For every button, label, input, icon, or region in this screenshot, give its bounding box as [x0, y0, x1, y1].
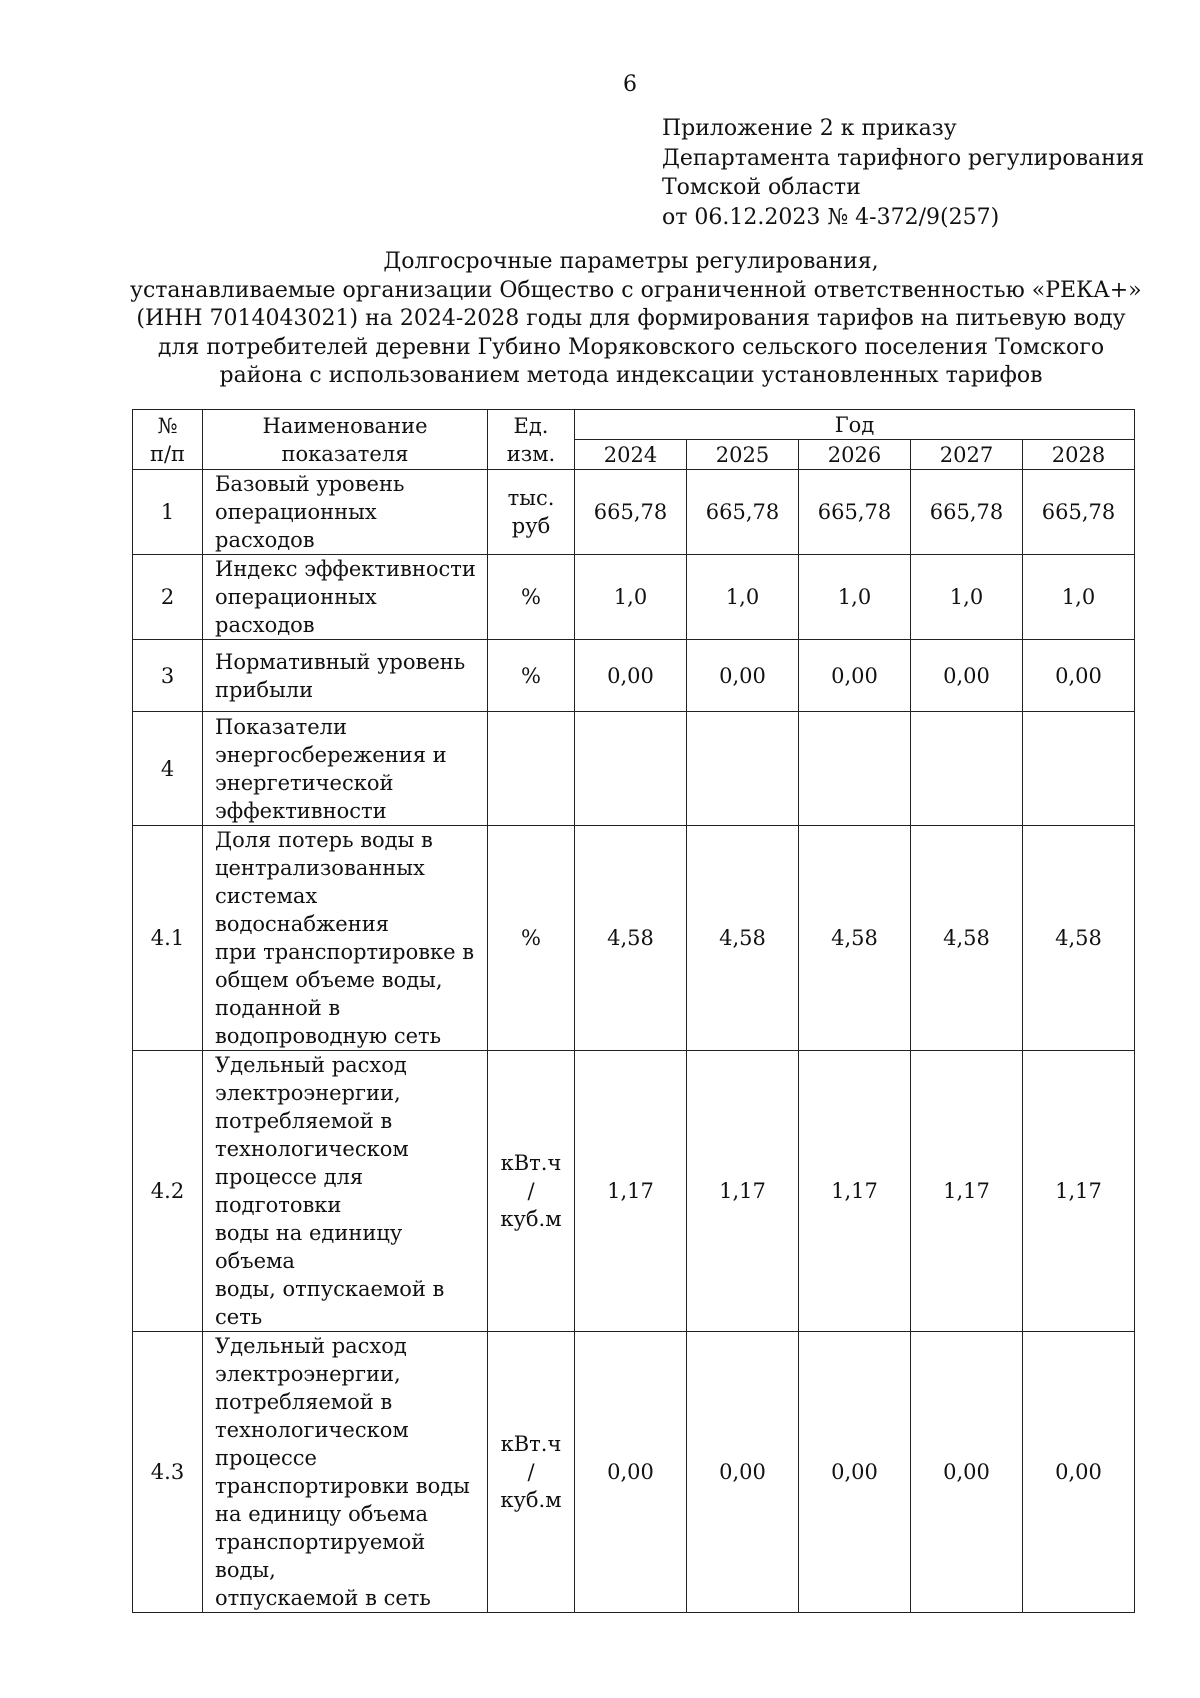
- header-year: 2028: [1023, 440, 1135, 470]
- row-name-line: электроэнергии,: [215, 1081, 401, 1105]
- row-name-line: процессе для подготовки: [215, 1165, 364, 1217]
- row-value-2028: 0,00: [1023, 1332, 1135, 1613]
- row-name-line: водопроводную сеть: [215, 1024, 442, 1048]
- row-value-2025: 0,00: [687, 640, 799, 712]
- appendix-line: Департамента тарифного регулирования: [662, 145, 1145, 171]
- title-line: (ИНН 7014043021) на 2024-2028 годы для формирования тарифов на питьевую воду: [136, 306, 1126, 331]
- row-name-line: энергетической: [215, 770, 394, 795]
- row-unit-line: тыс.: [507, 486, 555, 510]
- header-num: [133, 410, 203, 470]
- header-year: 2025: [687, 440, 799, 470]
- row-name-line: Доля потерь воды в: [215, 828, 433, 852]
- row-name-line: электроэнергии,: [215, 1362, 401, 1386]
- row-value-2028: 665,78: [1023, 470, 1135, 555]
- row-name-line: технологическом: [215, 1418, 409, 1442]
- header-unit: [488, 410, 575, 470]
- header-name-line: показателя: [281, 441, 409, 466]
- row-value-2026: 1,17: [799, 1051, 911, 1332]
- table-row: [133, 1051, 1135, 1332]
- row-value-2027: 4,58: [911, 826, 1023, 1051]
- row-value-2024: 4,58: [575, 826, 687, 1051]
- row-value-2026: 1,0: [799, 555, 911, 640]
- row-unit-line: руб: [511, 514, 551, 538]
- header-unit-line: изм.: [506, 441, 556, 466]
- row-name: [203, 470, 488, 555]
- row-name: [203, 712, 488, 826]
- page-number: 6: [623, 72, 637, 97]
- row-value-2028: 4,58: [1023, 826, 1135, 1051]
- row-unit-line: %: [521, 926, 541, 950]
- row-name-line: процессе: [215, 1446, 317, 1470]
- row-name-line: при транспортировке в: [215, 940, 475, 964]
- row-name-line: централизованных: [215, 856, 425, 880]
- row-unit-line: %: [521, 663, 541, 688]
- row-value-2027: 0,00: [911, 640, 1023, 712]
- row-unit: [488, 1051, 575, 1332]
- header-year: 2026: [799, 440, 911, 470]
- row-name-line: Индекс эффективности: [215, 557, 476, 581]
- row-name-line: потребляемой в: [215, 1109, 393, 1133]
- row-name-line: Удельный расход: [215, 1053, 407, 1077]
- row-unit-line: кВт.ч: [500, 1432, 562, 1456]
- row-number: 2: [133, 555, 203, 640]
- title-line: района с использованием метода индексации установленных тарифов: [219, 363, 1043, 388]
- row-value-2025: 0,00: [687, 1332, 799, 1613]
- row-name: [203, 826, 488, 1051]
- row-value-2024: 0,00: [575, 640, 687, 712]
- row-unit: [488, 640, 575, 712]
- row-name-line: общем объеме воды,: [215, 968, 443, 992]
- row-value-2024: 0,00: [575, 1332, 687, 1613]
- row-value-2028: 1,0: [1023, 555, 1135, 640]
- row-value-2026: 0,00: [799, 1332, 911, 1613]
- header-year-group: Год: [575, 410, 1135, 440]
- row-value-2027: 665,78: [911, 470, 1023, 555]
- appendix-line: Приложение 2 к приказу: [662, 116, 957, 141]
- row-unit-line: /: [527, 1460, 535, 1484]
- row-value-2027: 0,00: [911, 1332, 1023, 1613]
- row-value-2024: 1,17: [575, 1051, 687, 1332]
- row-number: 4.2: [133, 1051, 203, 1332]
- row-value-2028: 0,00: [1023, 640, 1135, 712]
- document-title: [130, 248, 1142, 391]
- row-unit-line: куб.м: [500, 1207, 562, 1231]
- row-name: [203, 1332, 488, 1613]
- row-value-2028: 1,17: [1023, 1051, 1135, 1332]
- row-name-line: энергосбережения и: [215, 742, 447, 767]
- header-year: 2024: [575, 440, 687, 470]
- row-name-line: на единицу объема: [215, 1502, 429, 1526]
- row-value-2028: [1023, 712, 1135, 826]
- row-name-line: воды на единицу объема: [215, 1221, 403, 1273]
- row-unit-line: кВт.ч: [500, 1151, 562, 1175]
- row-value-2027: 1,17: [911, 1051, 1023, 1332]
- row-name: [203, 640, 488, 712]
- row-value-2027: [911, 712, 1023, 826]
- header-year: 2027: [911, 440, 1023, 470]
- row-name-line: сеть: [215, 1305, 263, 1329]
- row-name-line: технологическом: [215, 1137, 409, 1161]
- parameters-table: [132, 409, 1135, 1613]
- row-name-line: Базовый уровень: [215, 472, 405, 496]
- appendix-line: от 06.12.2023 № 4-372/9(257): [662, 204, 1000, 230]
- row-number: 4.1: [133, 826, 203, 1051]
- title-line: для потребителей деревни Губино Моряковского сельского поселения Томского: [157, 334, 1105, 360]
- row-value-2025: 665,78: [687, 470, 799, 555]
- row-unit: [488, 826, 575, 1051]
- row-value-2027: 1,0: [911, 555, 1023, 640]
- row-number: 4.3: [133, 1332, 203, 1613]
- row-name-line: прибыли: [215, 677, 314, 702]
- table-row: [133, 555, 1135, 640]
- row-name-line: транспортировки воды: [215, 1474, 470, 1498]
- row-name-line: системах водоснабжения: [215, 884, 389, 936]
- row-name-line: Нормативный уровень: [215, 649, 466, 674]
- row-name-line: транспортируемой воды,: [215, 1530, 426, 1582]
- row-number: 4: [133, 712, 203, 826]
- appendix-line: Томской области: [662, 175, 861, 200]
- row-unit-line: куб.м: [500, 1488, 562, 1512]
- row-name: [203, 555, 488, 640]
- row-value-2024: 1,0: [575, 555, 687, 640]
- table-row: [133, 470, 1135, 555]
- row-value-2025: [687, 712, 799, 826]
- row-value-2024: 665,78: [575, 470, 687, 555]
- row-name: [203, 1051, 488, 1332]
- row-name-line: эффективности: [215, 798, 387, 823]
- row-name-line: воды, отпускаемой в: [215, 1277, 445, 1301]
- row-value-2026: 665,78: [799, 470, 911, 555]
- row-name-line: операционных расходов: [215, 500, 377, 552]
- row-value-2026: 0,00: [799, 640, 911, 712]
- row-unit: [488, 470, 575, 555]
- row-name-line: отпускаемой в сеть: [215, 1586, 431, 1610]
- row-number: 3: [133, 640, 203, 712]
- table-row: [133, 712, 1135, 826]
- table-body: [133, 470, 1135, 1613]
- table-row: [133, 826, 1135, 1051]
- table-row: [133, 1332, 1135, 1613]
- row-name-line: потребляемой в: [215, 1390, 393, 1414]
- title-line: Долгосрочные параметры регулирования,: [383, 249, 879, 274]
- row-name-line: поданной в: [215, 996, 341, 1020]
- row-unit: [488, 1332, 575, 1613]
- title-line: устанавливаемые организации Общество с ограниченной ответственностью «РЕКА+»: [130, 277, 1142, 303]
- row-value-2025: 1,17: [687, 1051, 799, 1332]
- header-unit-line: Ед.: [513, 413, 549, 438]
- row-unit: [488, 555, 575, 640]
- row-number: 1: [133, 470, 203, 555]
- row-value-2025: 1,0: [687, 555, 799, 640]
- row-unit: [488, 712, 575, 826]
- row-value-2024: [575, 712, 687, 826]
- header-name: [203, 410, 488, 470]
- header-num-line: п/п: [149, 441, 186, 466]
- row-name-line: Показатели: [215, 714, 347, 739]
- row-value-2026: [799, 712, 911, 826]
- row-value-2026: 4,58: [799, 826, 911, 1051]
- row-unit-line: /: [527, 1179, 535, 1203]
- row-unit-line: %: [521, 585, 541, 609]
- row-value-2025: 4,58: [687, 826, 799, 1051]
- table-row: [133, 640, 1135, 712]
- row-name-line: Удельный расход: [215, 1334, 407, 1358]
- header-name-line: Наименование: [262, 413, 428, 438]
- header-num-line: №: [157, 413, 178, 438]
- row-name-line: операционных расходов: [215, 585, 377, 637]
- appendix-block: [662, 114, 1144, 232]
